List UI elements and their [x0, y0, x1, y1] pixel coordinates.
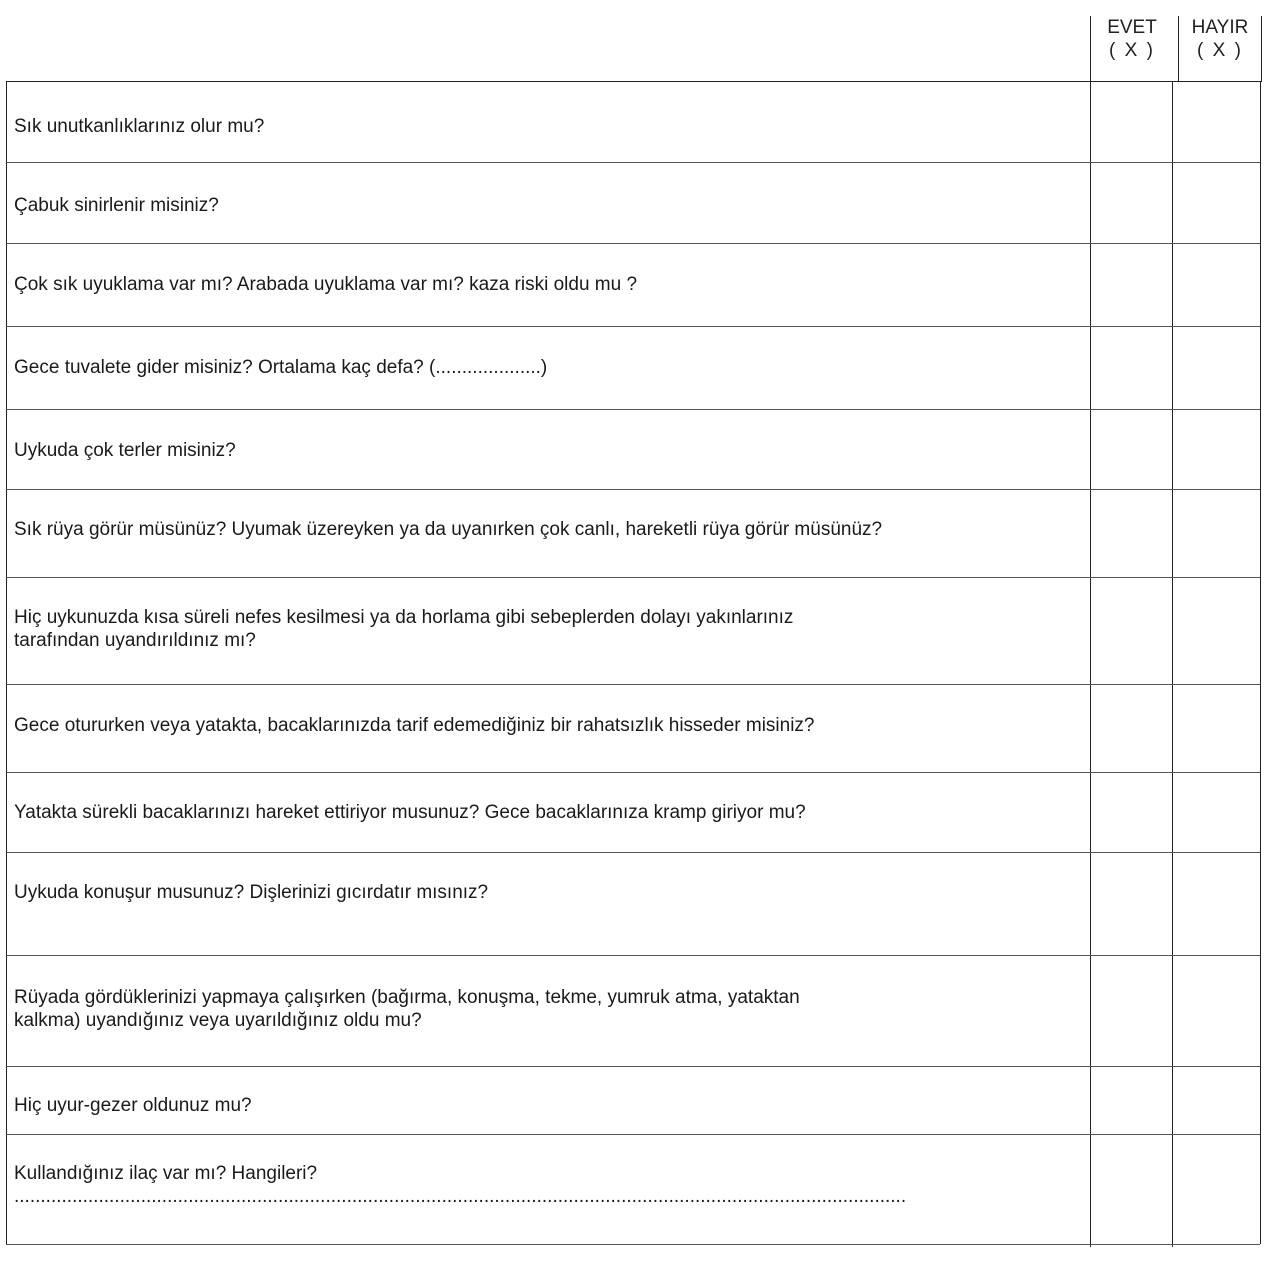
- hayir-answer-cell[interactable]: [1172, 81, 1260, 162]
- question-row: [6, 578, 1260, 685]
- question-row: [6, 853, 1260, 956]
- question-row: [6, 410, 1260, 490]
- question-text: Rüyada gördüklerinizi yapmaya çalışırken (bağırma, konuşma, tekme, yumruk atma, yataktan kalkma) uyandığınız veya uyarıldığınız oldu mu?: [14, 987, 800, 1031]
- evet-answer-cell[interactable]: [1090, 956, 1172, 1066]
- question-text: Sık unutkanlıklarınız olur mu?: [14, 116, 265, 137]
- evet-mark-hint: ( X ): [1109, 40, 1155, 61]
- medication-fill-line[interactable]: .........................................................................................................................................................................: [14, 1186, 907, 1207]
- question-text: Kullandığınız ilaç var mı? Hangileri? .........................................................................................................................................................................: [14, 1162, 1074, 1208]
- evet-column-header: [1090, 16, 1173, 82]
- question-text: Çabuk sinirlenir misiniz?: [14, 195, 219, 216]
- hayir-answer-cell[interactable]: [1172, 327, 1260, 409]
- evet-answer-cell[interactable]: [1090, 1135, 1172, 1244]
- evet-answer-cell[interactable]: [1090, 81, 1172, 162]
- evet-answer-cell[interactable]: [1090, 685, 1172, 772]
- question-text: Hiç uykunuzda kısa süreli nefes kesilmesi ya da horlama gibi sebeplerden dolayı yakınlarınız tarafından uyandırıldınız mı?: [14, 607, 794, 651]
- hayir-answer-cell[interactable]: [1172, 853, 1260, 955]
- hayir-answer-cell[interactable]: [1172, 244, 1260, 326]
- hayir-answer-cell[interactable]: [1172, 1067, 1260, 1134]
- hayir-answer-cell[interactable]: [1172, 773, 1260, 852]
- hayir-answer-cell[interactable]: [1172, 956, 1260, 1066]
- question-row: [6, 773, 1260, 853]
- question-row: [6, 956, 1260, 1067]
- question-row: [6, 244, 1260, 327]
- evet-answer-cell[interactable]: [1090, 1067, 1172, 1134]
- hayir-column-header: [1178, 16, 1262, 82]
- question-row: [6, 490, 1260, 578]
- evet-answer-cell[interactable]: [1090, 163, 1172, 243]
- evet-answer-cell[interactable]: [1090, 490, 1172, 577]
- hayir-label: HAYIR: [1191, 17, 1249, 38]
- hayir-answer-cell[interactable]: [1172, 1135, 1260, 1244]
- hayir-answer-cell[interactable]: [1172, 410, 1260, 489]
- question-text: Çok sık uyuklama var mı? Arabada uyuklama var mı? kaza riski oldu mu ?: [14, 274, 638, 295]
- hayir-mark-hint: ( X ): [1197, 40, 1243, 61]
- question-row: [6, 81, 1260, 163]
- evet-answer-cell[interactable]: [1090, 853, 1172, 955]
- question-row: [6, 1135, 1260, 1245]
- question-text: Uykuda konuşur musunuz? Dişlerinizi gıcırdatır mısınız?: [14, 882, 489, 903]
- evet-answer-cell[interactable]: [1090, 410, 1172, 489]
- question-row: [6, 163, 1260, 244]
- table-right-border: [1260, 81, 1261, 1244]
- evet-answer-cell[interactable]: [1090, 773, 1172, 852]
- question-row: [6, 1067, 1260, 1135]
- evet-answer-cell[interactable]: [1090, 327, 1172, 409]
- question-row: [6, 327, 1260, 410]
- evet-label: EVET: [1107, 17, 1157, 38]
- question-text: Gece tuvalete gider misiniz? Ortalama kaç defa? (....................): [14, 357, 548, 378]
- hayir-answer-cell[interactable]: [1172, 685, 1260, 772]
- question-text: Uykuda çok terler misiniz?: [14, 440, 236, 461]
- question-text: Hiç uyur-gezer oldunuz mu?: [14, 1095, 252, 1116]
- question-row: [6, 685, 1260, 773]
- question-text: Yatakta sürekli bacaklarınızı hareket ettiriyor musunuz? Gece bacaklarınıza kramp giriyor mu?: [14, 802, 806, 823]
- hayir-answer-cell[interactable]: [1172, 163, 1260, 243]
- question-text: Gece otururken veya yatakta, bacaklarınızda tarif edemediğiniz bir rahatsızlık hisseder misiniz?: [14, 715, 815, 736]
- question-text: Sık rüya görür müsünüz? Uyumak üzereyken ya da uyanırken çok canlı, hareketli rüya görür müsünüz?: [14, 519, 883, 540]
- evet-answer-cell[interactable]: [1090, 578, 1172, 684]
- evet-answer-cell[interactable]: [1090, 244, 1172, 326]
- hayir-answer-cell[interactable]: [1172, 490, 1260, 577]
- hayir-answer-cell[interactable]: [1172, 578, 1260, 684]
